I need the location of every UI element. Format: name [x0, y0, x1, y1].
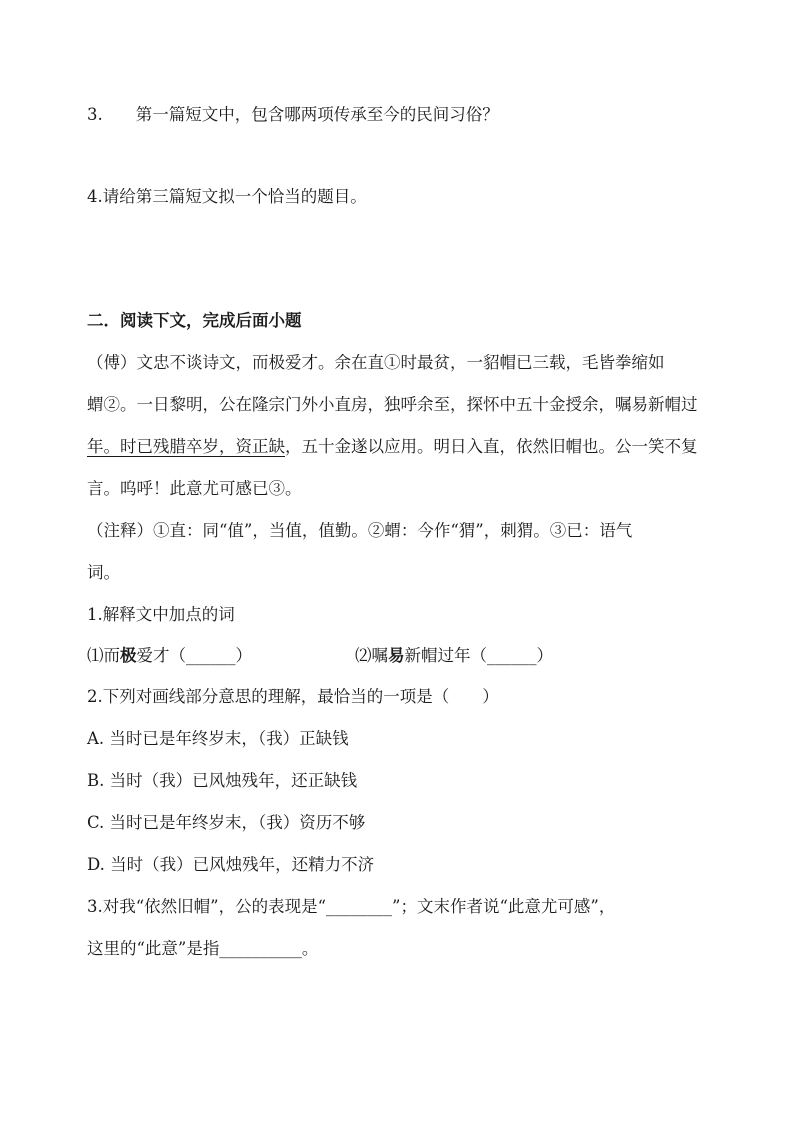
q2-option-b: B. 当时（我）已风烛残年，还正缺钱	[87, 771, 358, 790]
q2-option-c: C. 当时已是年终岁末，（我）资历不够	[87, 813, 366, 832]
q1-item-2: ⑵嘱易新帽过年（______）	[355, 646, 553, 665]
passage-line-2: 蝟②。一日黎明，公在隆宗门外小直房，独呼余至，探怀中五十金授余，嘱易新帽过	[87, 395, 698, 414]
question-1-items	[87, 645, 747, 667]
q2-option-d: D. 当时（我）已风烛残年，还精力不济	[87, 855, 375, 874]
question-4-previous: 4.请给第三篇短文拟一个恰当的题目。	[87, 187, 367, 206]
section-title: 二．阅读下文，完成后面小题	[87, 311, 302, 330]
question-3-line-1: 3.对我“依然旧帽”，公的表现是“________”；文末作者说“此意尤可感”，	[87, 897, 616, 916]
question-3-previous: 3. 第一篇短文中，包含哪两项传承至今的民间习俗？	[87, 105, 499, 124]
question-3-line-2: 这里的“此意”是指__________。	[87, 939, 319, 958]
q2-option-a: A. 当时已是年终岁末，（我）正缺钱	[87, 729, 349, 748]
question-1-stem: 1.解释文中加点的词	[87, 605, 235, 624]
underlined-phrase: 年。时已残腊卒岁，资正缺	[87, 437, 285, 456]
dotted-word-ji: 极	[120, 646, 137, 665]
dotted-word-yi: 易	[388, 646, 405, 665]
passage-line-3	[87, 436, 747, 458]
question-2-stem: 2.下列对画线部分意思的理解，最恰当的一项是（ ）	[87, 687, 499, 706]
notes-line-2: 词。	[87, 563, 120, 582]
passage-line-3-rest: ，五十金遂以应用。明日入直，依然旧帽也。公一笑不复	[285, 437, 698, 456]
notes-line-1: （注释）①直：同“值”，当值，值勤。②蝟：今作“猬”，刺猬。③已：语气	[87, 521, 633, 540]
q1-item-1: ⑴而极爱才（______）	[87, 646, 252, 665]
passage-line-4: 言。呜呼！此意尤可感已③。	[87, 479, 302, 498]
passage-line-1: （傅）文忠不谈诗文，而极爱才。余在直①时最贫，一貂帽已三载，毛皆拳缩如	[87, 353, 665, 372]
